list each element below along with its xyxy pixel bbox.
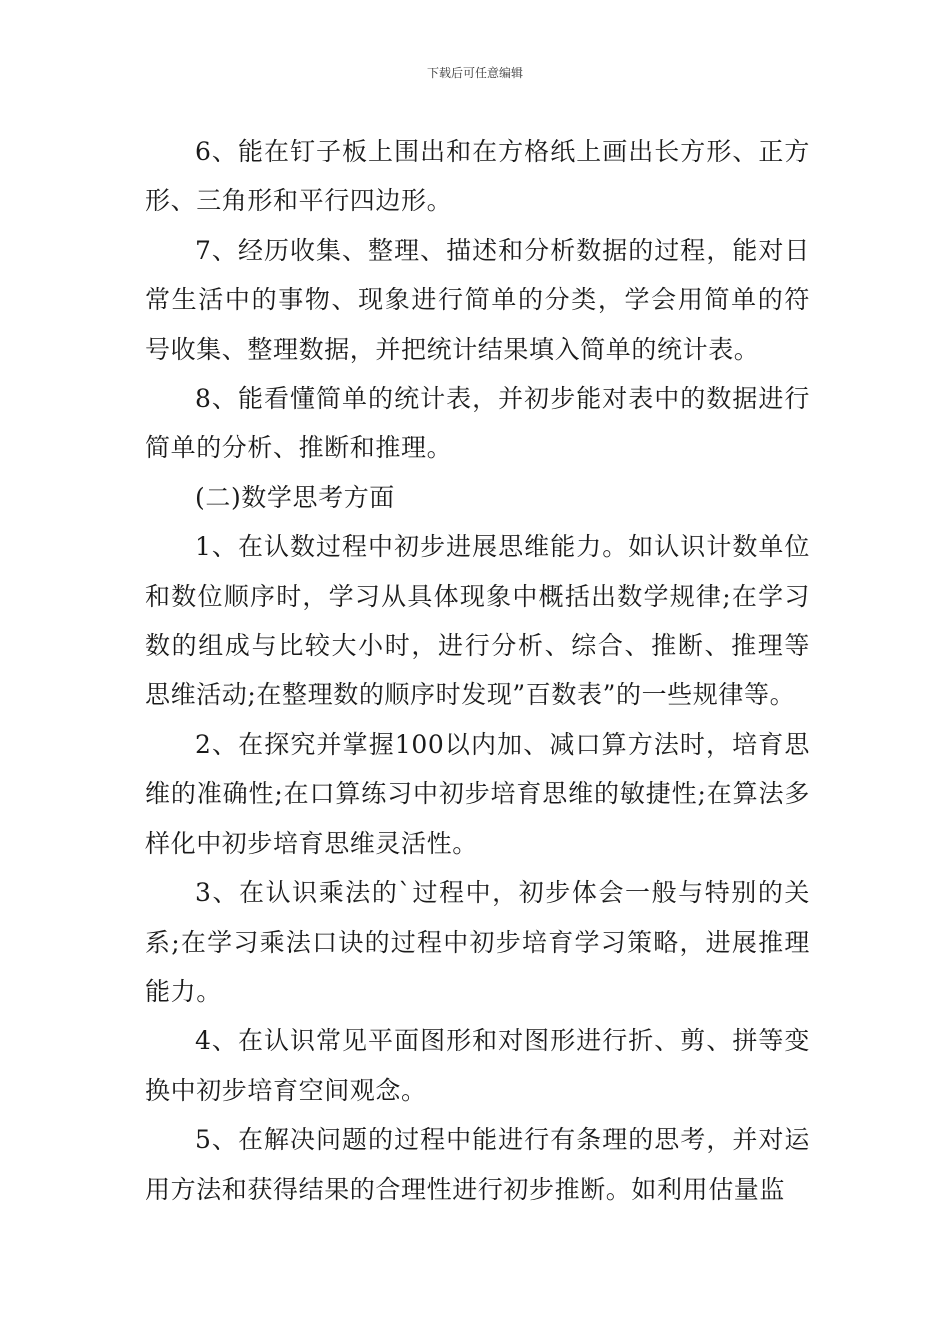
page-header: 下载后可任意编辑 (426, 66, 523, 80)
paragraph-item-6: 6、能在钉子板上围出和在方格纸上画出长方形、正方形、三角形和平行四边形。 (145, 137, 810, 216)
paragraph-item-8: 8、能看懂简单的统计表，并初步能对表中的数据进行简单的分析、推断和推理。 (145, 384, 810, 463)
document-body (145, 127, 810, 1214)
paragraph-thinking-1: 1、在认数过程中初步进展思维能力。如认识计数单位和数位顺序时，学习从具体现象中概括出数学规律;在学习数的组成与比较大小时，进行分析、综合、推断、推理等思维活动;在整理数的顺序时发现”百数表”的一些规律等。 (145, 532, 810, 710)
paragraph-thinking-2: 2、在探究并掌握100以内加、减口算方法时，培育思维的准确性;在口算练习中初步培育思维的敏捷性;在算法多样化中初步培育思维灵活性。 (145, 729, 810, 858)
paragraph-thinking-3: 3、在认识乘法的`过程中，初步体会一般与特别的关系;在学习乘法口诀的过程中初步培育学习策略，进展推理能力。 (145, 878, 810, 1006)
paragraph-thinking-5: 5、在解决问题的过程中能进行有条理的思考，并对运用方法和获得结果的合理性进行初步推断。如利用估量监 (145, 1125, 810, 1204)
paragraph-item-7: 7、经历收集、整理、描述和分析数据的过程，能对日常生活中的事物、现象进行简单的分类，学会用简单的符号收集、整理数据，并把统计结果填入简单的统计表。 (145, 235, 810, 364)
section-heading: (二)数学思考方面 (195, 482, 395, 512)
paragraph-thinking-4: 4、在认识常见平面图形和对图形进行折、剪、拼等变换中初步培育空间观念。 (145, 1026, 810, 1105)
